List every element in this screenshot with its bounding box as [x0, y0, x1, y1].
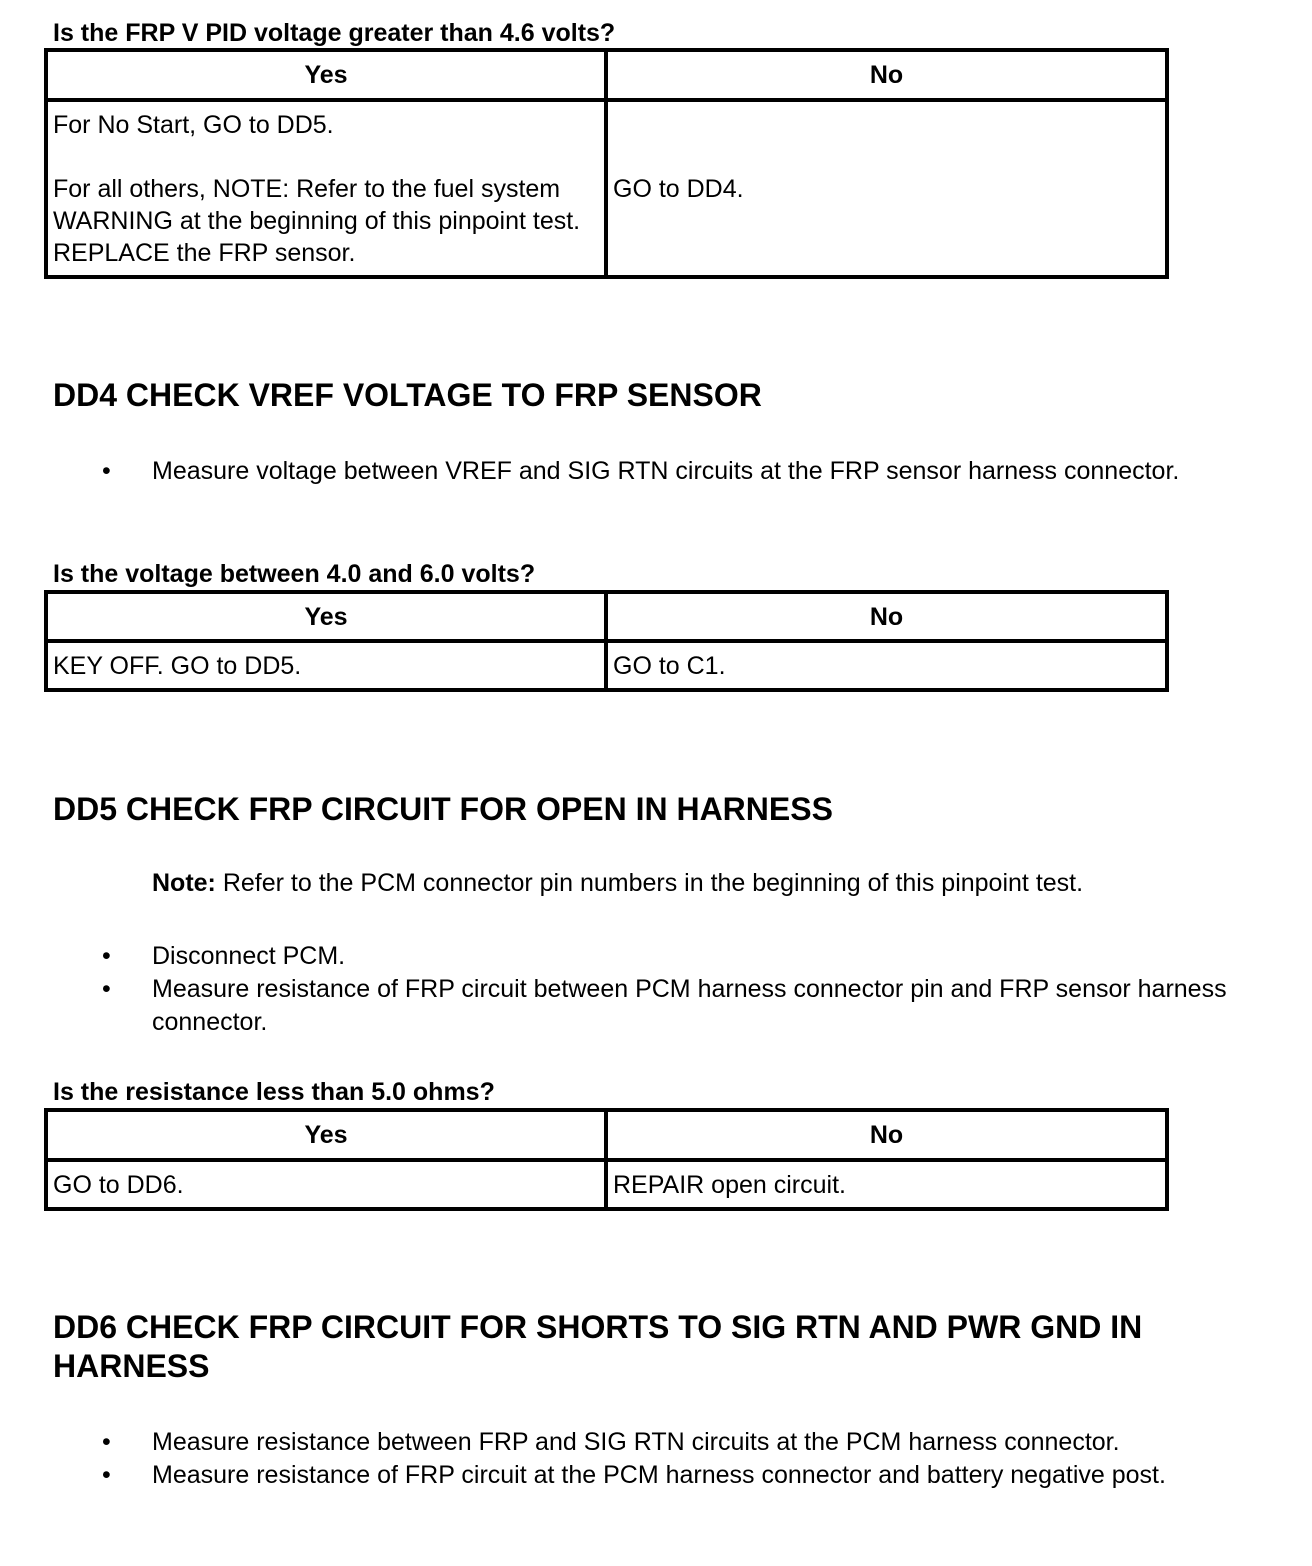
dd5-yes-no-table: [44, 1108, 1169, 1211]
list-item: • Measure voltage between VREF and SIG RTN circuits at the FRP sensor harness connector.: [53, 455, 1213, 488]
dd4-no-cell: GO to C1.: [606, 641, 1167, 690]
dd4-yes-cell: KEY OFF. GO to DD5.: [46, 641, 606, 690]
bullet-icon: •: [102, 1461, 111, 1489]
list-item: • Measure resistance of FRP circuit at the PCM harness connector and battery negative post.: [53, 1459, 1233, 1492]
dd3-no-cell: GO to DD4.: [606, 100, 1167, 277]
dd3-question: Is the FRP V PID voltage greater than 4.6 volts?: [53, 19, 616, 47]
bullet-icon: •: [102, 942, 111, 970]
bullet-icon: •: [102, 1428, 111, 1456]
note-label: Note:: [152, 869, 216, 897]
dd5-no-cell: REPAIR open circuit.: [606, 1160, 1167, 1209]
no-header: No: [606, 592, 1167, 641]
bullet-icon: •: [102, 975, 111, 1003]
no-header: No: [606, 1110, 1167, 1160]
dd6-bullet-list: [53, 1426, 1233, 1492]
yes-header: Yes: [46, 592, 606, 641]
dd5-question: Is the resistance less than 5.0 ohms?: [53, 1078, 495, 1106]
dd3-yes-no-table: [44, 48, 1169, 279]
no-header: No: [606, 50, 1167, 100]
list-item: • Disconnect PCM.: [53, 940, 1263, 973]
dd4-title: DD4 CHECK VREF VOLTAGE TO FRP SENSOR: [53, 377, 762, 413]
dd5-yes-cell: GO to DD6.: [46, 1160, 606, 1209]
note-text: Refer to the PCM connector pin numbers in the beginning of this pinpoint test.: [215, 869, 1084, 897]
list-item: • Measure resistance between FRP and SIG RTN circuits at the PCM harness connector.: [53, 1426, 1233, 1459]
list-item: • Measure resistance of FRP circuit between PCM harness connector pin and FRP sensor harness connector.: [102, 975, 1227, 1036]
dd4-question: Is the voltage between 4.0 and 6.0 volts?: [53, 560, 536, 588]
yes-header: Yes: [46, 1110, 606, 1160]
dd5-title: DD5 CHECK FRP CIRCUIT FOR OPEN IN HARNESS: [53, 791, 833, 827]
dd5-bullet-list: [53, 940, 1263, 1039]
dd4-bullet-list: [53, 455, 1213, 488]
dd3-yes-line2: For all others, NOTE: Refer to the fuel system WARNING at the beginning of this pinpoint test. REPLACE the FRP sensor.: [53, 175, 581, 267]
dd3-yes-cell: [46, 100, 606, 277]
dd4-yes-no-table: [44, 590, 1169, 692]
dd3-yes-line1: For No Start, GO to DD5.: [53, 111, 334, 139]
yes-header: Yes: [46, 50, 606, 100]
dd5-note: [152, 867, 1083, 900]
bullet-icon: •: [102, 457, 111, 485]
dd6-title: DD6 CHECK FRP CIRCUIT FOR SHORTS TO SIG RTN AND PWR GND IN HARNESS: [53, 1309, 1143, 1384]
